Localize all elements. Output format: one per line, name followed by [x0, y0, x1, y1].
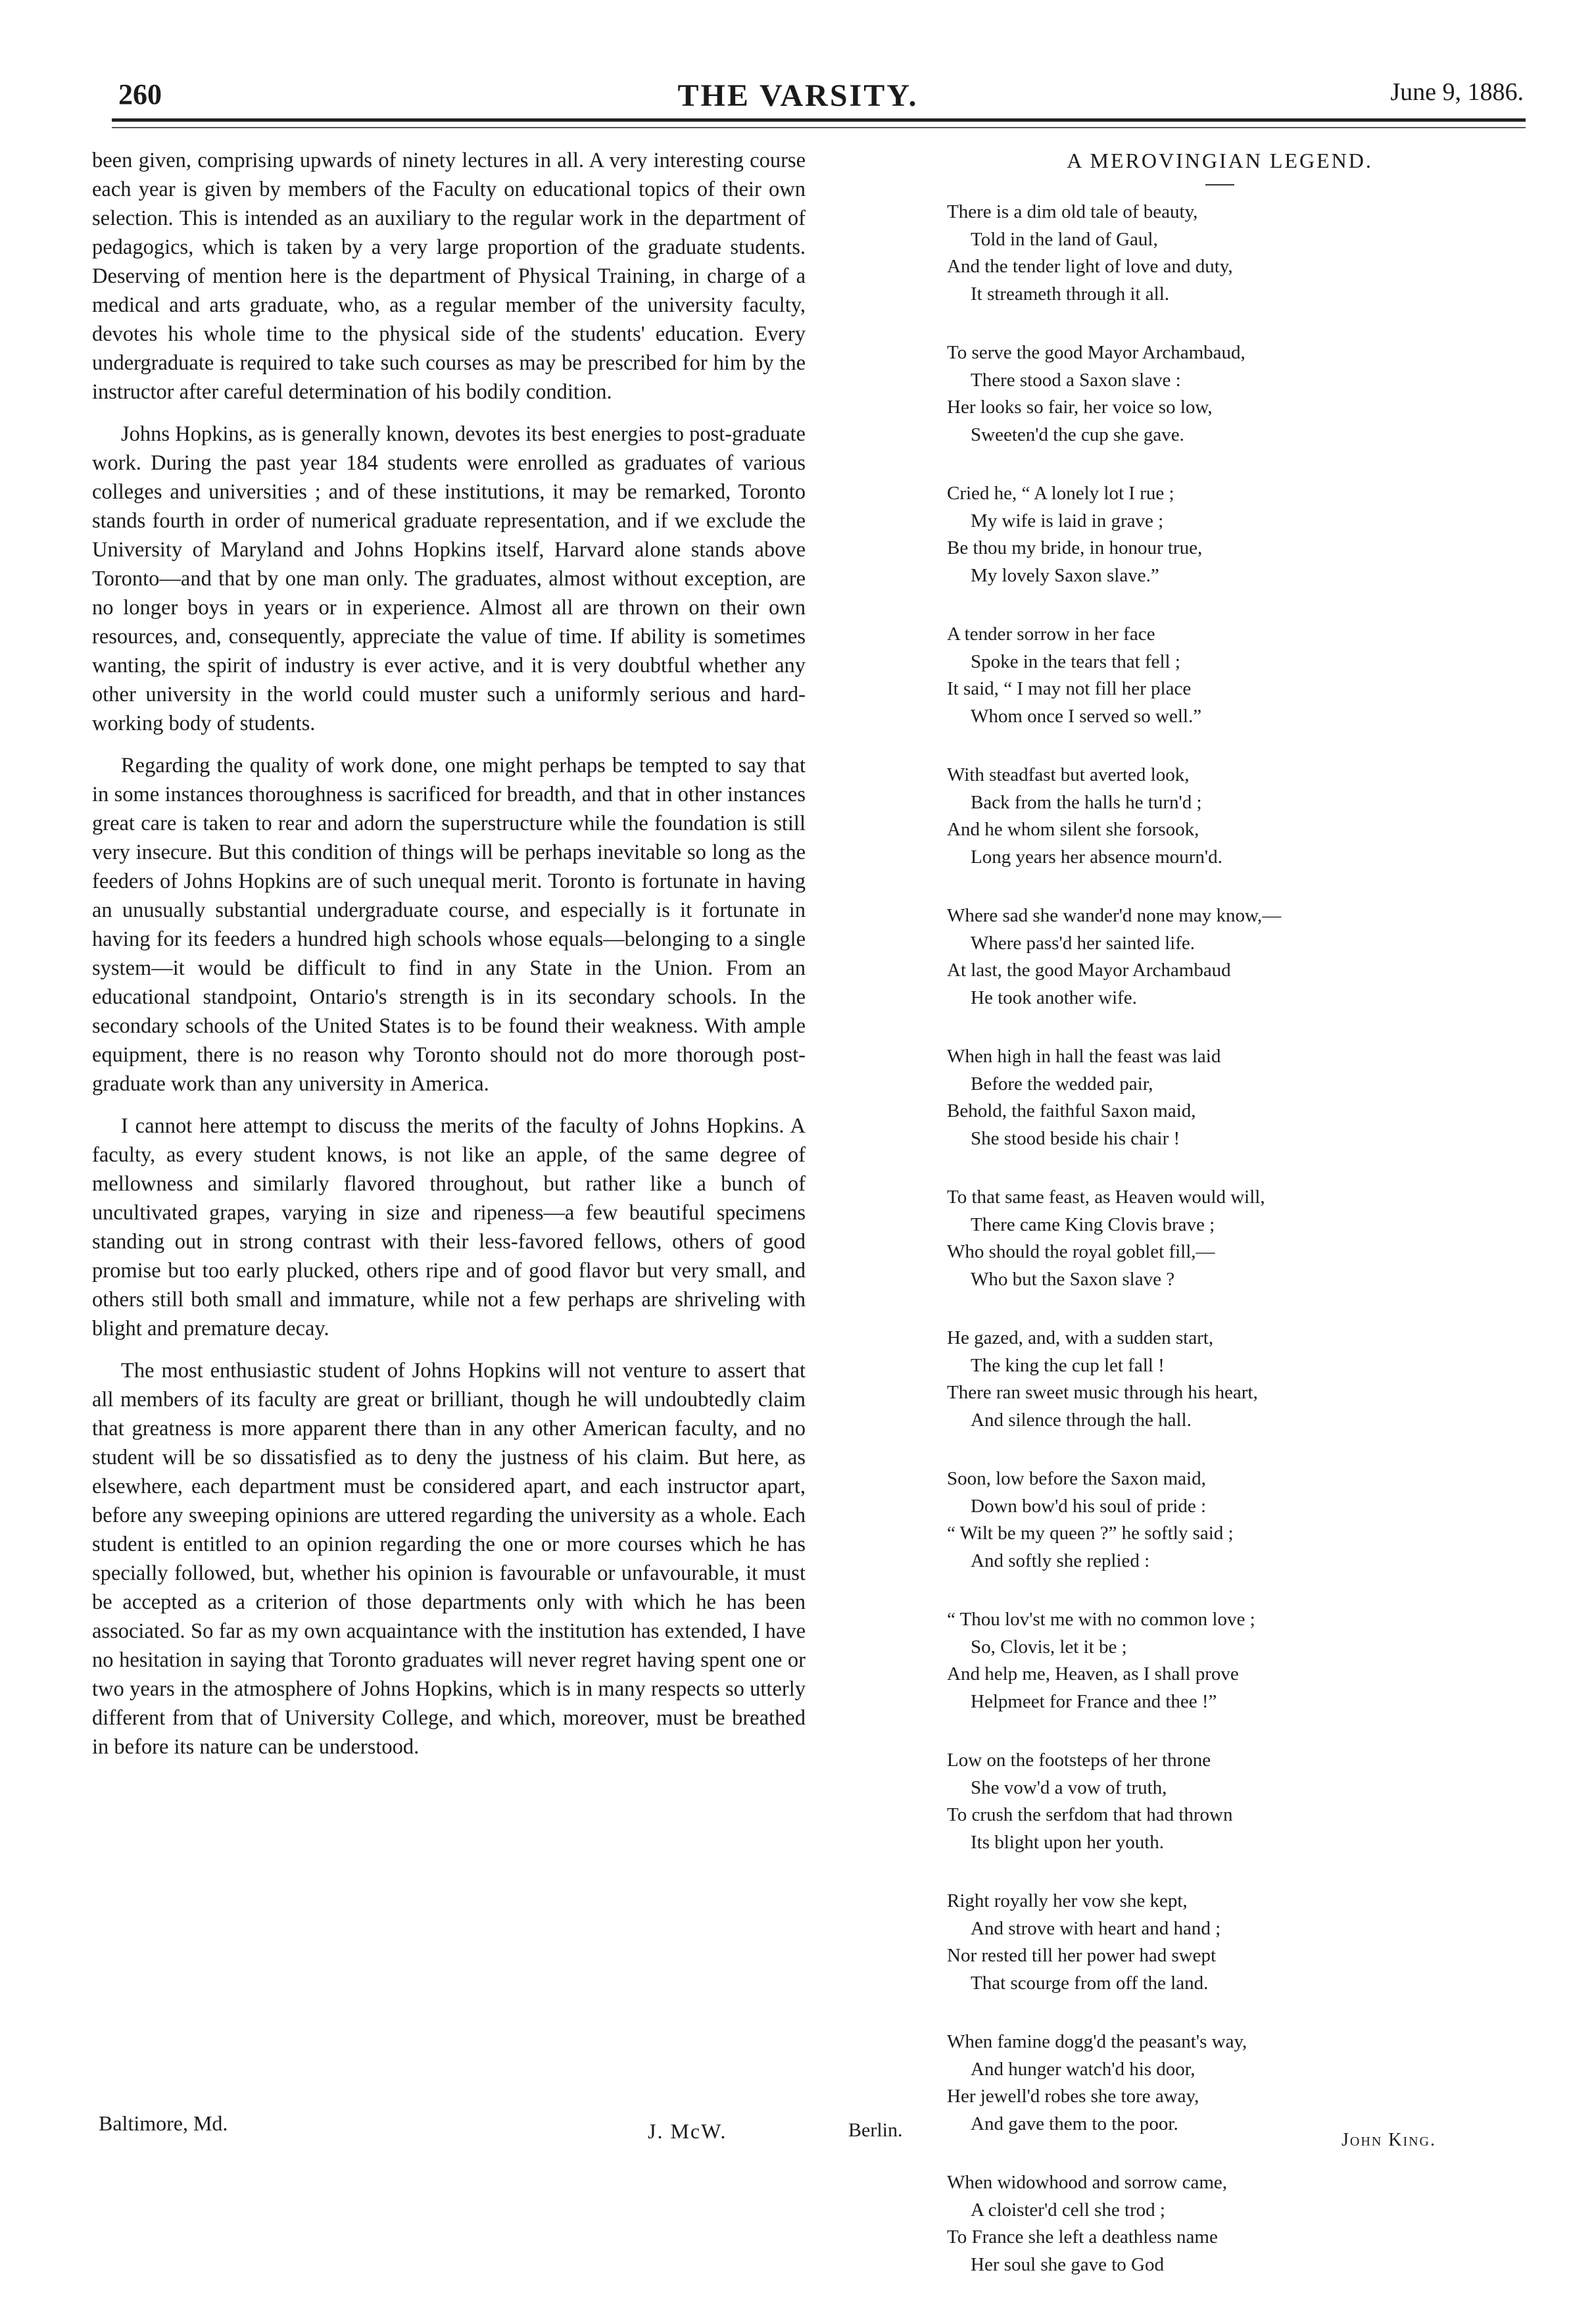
poem-line: He took another wife.: [971, 987, 1137, 1008]
poem-line: There came King Clovis brave ;: [971, 1214, 1215, 1235]
poem-line: Where sad she wander'd none may know,—: [947, 905, 1282, 926]
poem-line: A cloister'd cell she trod ;: [971, 2199, 1165, 2221]
article-place: Baltimore, Md.: [99, 2111, 228, 2135]
poem-line: She stood beside his chair !: [971, 1127, 1180, 1149]
poem-line: Down bow'd his soul of pride :: [971, 1495, 1207, 1517]
poem-line: Her soul she gave to God: [971, 2253, 1164, 2275]
poem-stanza: [947, 1465, 1493, 1575]
article-paragraph: been given, comprising upwards of ninety lectures in all. A very interesting course each year is given by members of the Faculty on educational topics of their own selection. This is intended as an auxiliary to the regular work in the department of pedagogics, which is taken by a very large proportion of the graduate students. Deserving of mention here is the department of Physical Training, in charge of a medical and arts graduate, who, as a regular member of the university faculty, devotes his whole time to the physical side of the students' education. Every undergraduate is required to take such courses as may be prescribed for him by the instructor after careful determination of his bodily condition.: [92, 149, 806, 404]
poem-line: When widowhood and sorrow came,: [947, 2172, 1228, 2193]
poem-line: Spoke in the tears that fell ;: [971, 651, 1180, 672]
article-paragraph: Johns Hopkins, as is generally known, devotes its best energies to post-graduate work. During the past year 184 students were enrolled as graduates of various colleges and universities ; and of these institutions, it may be remarked, Toronto stands fourth in order of numerical graduate representation, and if we exclude the University of Maryland and Johns Hopkins itself, Harvard alone stands above Toronto—and that by one man only. The graduates, almost without exception, are no longer boys in years or in experience. Almost all are thrown on their own resources, and, consequently, appreciate the value of time. If ability is sometimes wanting, the spirit of industry is ever active, and it is very doubtful whether any other university in the world could muster such a uniformly serious and hard-working body of students.: [92, 422, 806, 735]
poem-line: Sweeten'd the cup she gave.: [971, 424, 1184, 445]
poem-line: Her looks so fair, her voice so low,: [947, 397, 1213, 418]
poem-stanza: [947, 1747, 1493, 1856]
poem-line: Back from the halls he turn'd ;: [971, 791, 1202, 813]
poem-line: To serve the good Mayor Archambaud,: [947, 342, 1245, 363]
poem-author: John King.: [1342, 2130, 1436, 2150]
poem-line: It said, “ I may not fill her place: [947, 678, 1192, 699]
poem-line: And silence through the hall.: [971, 1409, 1192, 1431]
poem-line: “ Wilt be my queen ?” he softly said ;: [947, 1523, 1234, 1544]
poem-line: My wife is laid in grave ;: [971, 510, 1164, 531]
poem-line: Told in the land of Gaul,: [971, 228, 1158, 250]
page-number: 260: [118, 78, 162, 111]
poem-line: And help me, Heaven, as I shall prove: [947, 1663, 1239, 1684]
poem-line: Low on the footsteps of her throne: [947, 1750, 1211, 1771]
poem-line: At last, the good Mayor Archambaud: [947, 960, 1231, 981]
poem-line: To crush the serfdom that had thrown: [947, 1804, 1233, 1825]
poem-line: Who should the royal goblet fill,—: [947, 1241, 1215, 1262]
poem-stanza: [947, 762, 1493, 871]
poem-line: And gave them to the poor.: [971, 2113, 1178, 2134]
poem-line: He gazed, and, with a sudden start,: [947, 1327, 1214, 1348]
poem-line: Long years her absence mourn'd.: [971, 846, 1222, 868]
poem-stanza: [947, 1888, 1493, 1997]
poem-stanza: [947, 2028, 1493, 2138]
poem-line: And hunger watch'd his door,: [971, 2058, 1196, 2080]
article-paragraph: I cannot here attempt to discuss the merits of the faculty of Johns Hopkins. A faculty, as every student knows, is not like an apple, of the same degree of mellowness and similarly flavored throughout, but rather like a bunch of uncultivated grapes, varying in size and ripeness—a few beautiful specimens standing out in strong contrast with their less-favored fellows, others of good promise but too early plucked, others ripe and of good flavor but very small, and others still both small and immature, while not a few perhaps are shriveling with blight and premature decay.: [92, 1114, 806, 1340]
poem-line: And softly she replied :: [971, 1550, 1150, 1571]
poem-line: A tender sorrow in her face: [947, 624, 1155, 645]
poem-stanza: [947, 339, 1493, 449]
poem-line: And the tender light of love and duty,: [947, 256, 1233, 277]
poem-stanza: [947, 2169, 1493, 2278]
poem-line: Whom once I served so well.”: [971, 705, 1202, 727]
poem-line: And he whom silent she forsook,: [947, 819, 1199, 840]
poem-title-rule: [1205, 184, 1234, 185]
poem-line: Before the wedded pair,: [971, 1073, 1153, 1094]
poem-line: “ Thou lov'st me with no common love ;: [947, 1609, 1255, 1630]
poem-line: It streameth through it all.: [971, 283, 1170, 305]
poem-line: Behold, the faithful Saxon maid,: [947, 1100, 1196, 1121]
poem-line: To France she left a deathless name: [947, 2226, 1218, 2248]
article-paragraph: Regarding the quality of work done, one might perhaps be tempted to say that in some instances thoroughness is sacrificed for breadth, and that in other instances great care is taken to rear and adorn the superstructure while the foundation is still very insecure. But this condition of things will be perhaps inevitable so long as the feeders of Johns Hopkins are of such unequal merit. Toronto is fortunate in having an unusually substantial undergraduate course, and especially is it fortunate in having for its feeders a hundred high schools whose equals—belonging to a single system—it would be difficult to find in any State in the Union. From an educational standpoint, Ontario's strength is in its secondary schools. In the secondary schools of the United States is to be found their weakness. With ample equipment, there is no reason why Toronto should not do more thorough post-graduate work than any university in America.: [92, 754, 806, 1096]
poem-line: And strove with heart and hand ;: [971, 1917, 1221, 1939]
masthead-title: THE VARSITY.: [677, 78, 919, 113]
poem-line: Nor rested till her power had swept: [947, 1945, 1217, 1966]
poem-line: When high in hall the feast was laid: [947, 1046, 1221, 1067]
poem-line: Its blight upon her youth.: [971, 1831, 1165, 1853]
poem-line: Her jewell'd robes she tore away,: [947, 2086, 1199, 2107]
poem-stanzas: [947, 199, 1493, 2278]
poem-line: Where pass'd her sainted life.: [971, 932, 1196, 954]
poem-stanza: [947, 902, 1493, 1012]
poem-title: A MEROVINGIAN LEGEND.: [1067, 149, 1373, 172]
poem-line: Be thou my bride, in honour true,: [947, 537, 1203, 558]
poem-stanza: [947, 1606, 1493, 1715]
issue-date: June 9, 1886.: [1390, 78, 1524, 106]
poem-line: There stood a Saxon slave :: [971, 369, 1181, 391]
poem-stanza: [947, 199, 1493, 308]
page-header: [0, 78, 1596, 117]
poem-stanza: [947, 1325, 1493, 1434]
poem-line: So, Clovis, let it be ;: [971, 1636, 1127, 1658]
header-rule-thin: [112, 127, 1526, 128]
poem-line: Helpmeet for France and thee !”: [971, 1690, 1217, 1712]
article-author: J. McW.: [648, 2119, 727, 2143]
poem-line: With steadfast but averted look,: [947, 764, 1190, 785]
poem-line: Cried he, “ A lonely lot I rue ;: [947, 483, 1174, 504]
poem-line: Soon, low before the Saxon maid,: [947, 1468, 1206, 1489]
poem-line: That scourge from off the land.: [971, 1972, 1209, 1994]
poem-line: Who but the Saxon slave ?: [971, 1268, 1175, 1290]
poem-line: There ran sweet music through his heart,: [947, 1382, 1258, 1403]
poem-line: The king the cup let fall !: [971, 1354, 1165, 1376]
poem-line: When famine dogg'd the peasant's way,: [947, 2031, 1247, 2052]
poem-column: [947, 146, 1493, 2310]
poem-line: She vow'd a vow of truth,: [971, 1777, 1167, 1798]
poem-stanza: [947, 480, 1493, 589]
article-column: [92, 146, 806, 1761]
article-paragraph: The most enthusiastic student of Johns Hopkins will not venture to assert that all members of its faculty are great or brilliant, though he will undoubtedly claim that greatness is more apparent there than in any other American faculty, and no student will be so dissatisfied as to deny the justness of his claim. But here, as elsewhere, each department must be considered apart, and each instructor apart, before any sweeping opinions are uttered regarding the university as a whole. Each student is entitled to an opinion regarding the one or more courses which he has specially followed, but, whether his opinion is favourable or unfavourable, it must be accepted as a criterion of those departments only with which he has been associated. So far as my own acquaintance with the institution has extended, I have no hesitation in saying that Toronto graduates will never regret having spent one or two years in the atmosphere of Johns Hopkins, which is in many respects so utterly different from that of University College, and which, moreover, must be breathed in before its nature can be understood.: [92, 1359, 806, 1759]
poem-line: There is a dim old tale of beauty,: [947, 201, 1198, 222]
header-rule: [112, 118, 1526, 122]
poem-stanza: [947, 1043, 1493, 1152]
poem-line: My lovely Saxon slave.”: [971, 564, 1159, 586]
poem-place: Berlin.: [848, 2119, 903, 2141]
poem-line: Right royally her vow she kept,: [947, 1890, 1188, 1911]
poem-stanza: [947, 1184, 1493, 1293]
poem-line: To that same feast, as Heaven would will,: [947, 1187, 1265, 1208]
poem-stanza: [947, 621, 1493, 730]
